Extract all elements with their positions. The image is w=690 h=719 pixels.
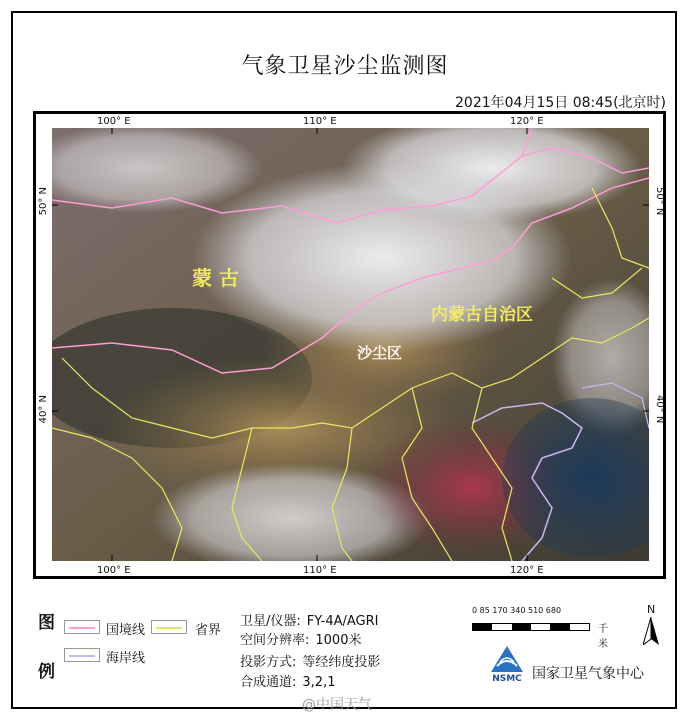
meta-resolution-label: 空间分辨率:: [240, 633, 310, 648]
legend-swatch-national-border: [64, 620, 100, 634]
satellite-image: [52, 128, 649, 561]
meta-satellite-value: FY-4A/AGRI: [306, 614, 379, 629]
legend-swatch-coastline: [64, 648, 100, 662]
region-label-inner-mongolia: 内蒙古自治区: [431, 305, 533, 325]
meta-channels-label: 合成通道:: [240, 675, 297, 690]
meta-projection-value: 等经纬度投影: [302, 655, 381, 670]
lat-label-right-50: 50° N: [654, 187, 665, 216]
lat-label-right-40: 40° N: [654, 395, 665, 424]
legend-label-coastline: 海岸线: [106, 651, 146, 666]
legend-label-national-border: 国境线: [106, 623, 146, 638]
lon-label-top-110: 110° E: [303, 116, 337, 127]
lat-label-left-40: 40° N: [38, 395, 49, 424]
region-label-dust-area: 沙尘区: [357, 344, 403, 362]
meta-projection: [240, 651, 380, 670]
north-arrow-icon: [641, 603, 661, 645]
meta-resolution: [240, 629, 361, 648]
lon-label-bottom-110: 110° E: [303, 565, 337, 576]
observation-time: 2021年04月15日 08:45(北京时): [455, 95, 666, 111]
north-label: N: [647, 603, 656, 616]
meta-satellite: [240, 610, 378, 629]
meta-projection-label: 投影方式:: [240, 655, 297, 670]
organization-name: 国家卫星气象中心: [532, 666, 644, 682]
legend-title-bottom: 例: [38, 662, 55, 682]
meta-channels: [240, 671, 335, 690]
meta-channels-value: 3,2,1: [302, 675, 336, 690]
lon-label-top-100: 100° E: [97, 116, 131, 127]
map-title: 气象卫星沙尘监测图: [241, 54, 449, 79]
scale-bar-graphic: [472, 623, 590, 631]
lat-label-left-50: 50° N: [38, 187, 49, 216]
lon-label-top-120: 120° E: [510, 116, 544, 127]
legend-title-top: 图: [38, 613, 55, 633]
region-label-mongolia: 蒙 古: [192, 266, 239, 290]
nsmc-logo-text: NSMC: [492, 674, 522, 684]
legend-swatch-provincial-border: [151, 620, 187, 634]
lon-label-bottom-120: 120° E: [510, 565, 544, 576]
scale-unit: 千米: [598, 624, 608, 650]
lon-label-bottom-100: 100° E: [97, 565, 131, 576]
meta-satellite-label: 卫星/仪器:: [240, 614, 301, 629]
nsmc-logo: [487, 644, 527, 686]
legend-label-provincial-border: 省界: [195, 623, 222, 638]
meta-resolution-value: 1000米: [315, 633, 362, 648]
watermark: @中国天气: [302, 697, 372, 713]
scale-ticks: 0 85 170 340 510 680: [472, 606, 562, 615]
